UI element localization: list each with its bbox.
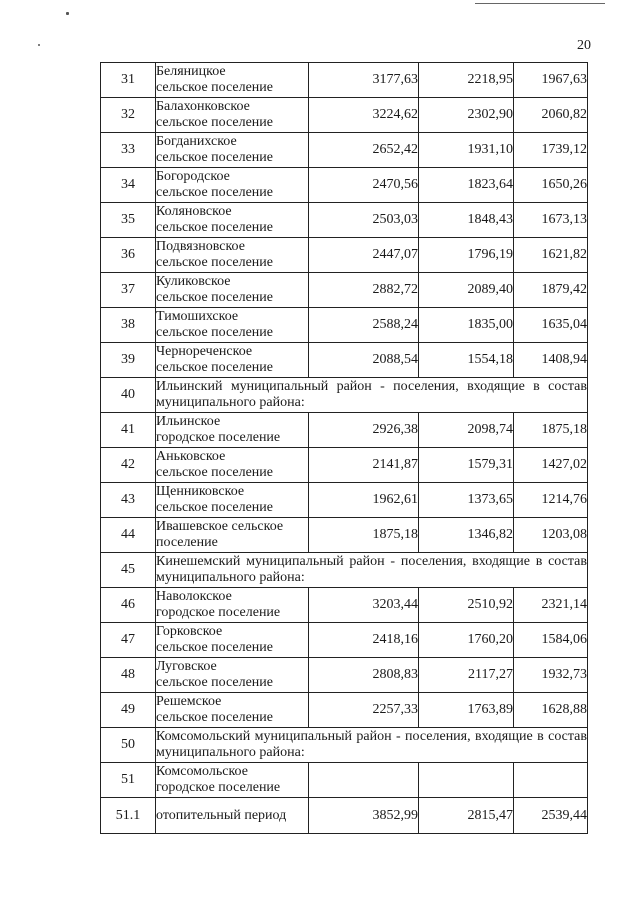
table-row [101, 238, 588, 273]
row-number: 41 [101, 413, 156, 448]
value-col-2: 1760,20 [419, 623, 514, 658]
value-col-2: 1796,19 [419, 238, 514, 273]
table-row [101, 588, 588, 623]
value-col-3: 1203,08 [514, 518, 588, 553]
value-col-1: 2447,07 [309, 238, 419, 273]
value-col-1: 2882,72 [309, 273, 419, 308]
table-row [101, 98, 588, 133]
settlement-name-line1: Решемское [156, 694, 222, 709]
settlement-name-line1: Щенниковское [156, 484, 245, 499]
table-row [101, 203, 588, 238]
row-number: 36 [101, 238, 156, 273]
settlement-name-line2: сельское поселение [156, 115, 273, 130]
settlement-name [156, 98, 309, 133]
table-row [101, 483, 588, 518]
row-number: 39 [101, 343, 156, 378]
settlement-name [156, 518, 309, 553]
value-col-2: 2510,92 [419, 588, 514, 623]
settlement-name-line1: Чернореченское [156, 344, 253, 359]
row-number: 38 [101, 308, 156, 343]
value-col-3: 1967,63 [514, 63, 588, 98]
settlement-name-line1: Ильинское [156, 414, 221, 429]
settlement-name [156, 448, 309, 483]
row-number: 50 [101, 728, 156, 763]
settlement-name [156, 273, 309, 308]
settlement-name [156, 63, 309, 98]
settlement-name-line2: сельское поселение [156, 290, 273, 305]
settlement-name-line1: Богородское [156, 169, 230, 184]
value-col-2: 2815,47 [419, 798, 514, 834]
table-row [101, 518, 588, 553]
table-row [101, 553, 588, 588]
value-col-2: 1931,10 [419, 133, 514, 168]
value-col-2: 1835,00 [419, 308, 514, 343]
settlement-name [156, 798, 309, 834]
value-col-3: 2321,14 [514, 588, 588, 623]
settlement-name-line1: Балахонковское [156, 99, 250, 114]
value-col-3: 1875,18 [514, 413, 588, 448]
table-row [101, 133, 588, 168]
row-number: 35 [101, 203, 156, 238]
value-col-2: 1373,65 [419, 483, 514, 518]
value-col-3: 1621,82 [514, 238, 588, 273]
row-number: 37 [101, 273, 156, 308]
settlement-name-line1: отопительный период [156, 807, 287, 823]
tariff-table [100, 62, 588, 834]
settlement-name-line1: Наволокское [156, 589, 232, 604]
value-col-1: 2088,54 [309, 343, 419, 378]
value-col-1: 2808,83 [309, 658, 419, 693]
settlement-name-line1: Беляницкое [156, 64, 226, 79]
settlement-name-line2: сельское поселение [156, 675, 273, 690]
table-row [101, 448, 588, 483]
table-row [101, 728, 588, 763]
settlement-name [156, 343, 309, 378]
row-number: 51.1 [101, 798, 156, 834]
settlement-name-line2: сельское поселение [156, 500, 273, 515]
settlement-name [156, 623, 309, 658]
table-row [101, 658, 588, 693]
settlement-name-line2: сельское поселение [156, 710, 273, 725]
settlement-name-line2: сельское поселение [156, 150, 273, 165]
value-col-3: 1932,73 [514, 658, 588, 693]
settlement-name-line2: сельское поселение [156, 360, 273, 375]
value-col-2: 2117,27 [419, 658, 514, 693]
settlement-name [156, 483, 309, 518]
value-col-1: 2470,56 [309, 168, 419, 203]
settlement-name-line2: сельское поселение [156, 255, 273, 270]
table-row [101, 763, 588, 798]
value-col-3: 1739,12 [514, 133, 588, 168]
settlement-name [156, 203, 309, 238]
row-number: 49 [101, 693, 156, 728]
value-col-1: 3203,44 [309, 588, 419, 623]
settlement-name-line1: Аньковское [156, 449, 226, 464]
scan-speck [38, 44, 40, 46]
value-col-3 [514, 763, 588, 798]
value-col-3: 1427,02 [514, 448, 588, 483]
value-col-2: 2098,74 [419, 413, 514, 448]
table-row [101, 273, 588, 308]
value-col-3: 1584,06 [514, 623, 588, 658]
value-col-1: 1875,18 [309, 518, 419, 553]
row-number: 51 [101, 763, 156, 798]
value-col-1 [309, 763, 419, 798]
value-col-2: 2302,90 [419, 98, 514, 133]
settlement-name-line2: сельское поселение [156, 220, 273, 235]
settlement-name-line1: Богданихское [156, 134, 237, 149]
value-col-2 [419, 763, 514, 798]
value-col-3: 1673,13 [514, 203, 588, 238]
top-rule [475, 3, 605, 4]
settlement-name-line2: сельское поселение [156, 325, 273, 340]
value-col-1: 2141,87 [309, 448, 419, 483]
value-col-1: 3177,63 [309, 63, 419, 98]
value-col-1: 3224,62 [309, 98, 419, 133]
settlement-name-line1: Луговское [156, 659, 217, 674]
settlement-name [156, 658, 309, 693]
settlement-name-line2: городское поселение [156, 780, 281, 795]
row-number: 43 [101, 483, 156, 518]
scan-speck [66, 12, 69, 15]
value-col-2: 1848,43 [419, 203, 514, 238]
settlement-name-line2: сельское поселение [156, 185, 273, 200]
table-body [101, 63, 588, 834]
row-number: 48 [101, 658, 156, 693]
value-col-1: 2503,03 [309, 203, 419, 238]
value-col-2: 1554,18 [419, 343, 514, 378]
value-col-2: 1763,89 [419, 693, 514, 728]
value-col-1: 2926,38 [309, 413, 419, 448]
table-row [101, 378, 588, 413]
page-number: 20 [577, 38, 591, 53]
settlement-name [156, 763, 309, 798]
value-col-2: 2089,40 [419, 273, 514, 308]
value-col-3: 1628,88 [514, 693, 588, 728]
value-col-2: 1823,64 [419, 168, 514, 203]
table-row [101, 343, 588, 378]
table-row [101, 693, 588, 728]
settlement-name-line1: Куликовское [156, 274, 231, 289]
row-number: 47 [101, 623, 156, 658]
settlement-name-line2: городское поселение [156, 605, 281, 620]
row-number: 34 [101, 168, 156, 203]
table-row [101, 413, 588, 448]
settlement-name [156, 133, 309, 168]
settlement-name-line1: Тимошихское [156, 309, 239, 324]
value-col-1: 3852,99 [309, 798, 419, 834]
value-col-2: 2218,95 [419, 63, 514, 98]
settlement-name [156, 588, 309, 623]
settlement-name-line1: Подвязновское [156, 239, 245, 254]
settlement-name [156, 238, 309, 273]
settlement-name-line1: Комсомольское [156, 764, 248, 779]
value-col-1: 2652,42 [309, 133, 419, 168]
settlement-name [156, 413, 309, 448]
value-col-3: 1635,04 [514, 308, 588, 343]
value-col-3: 1214,76 [514, 483, 588, 518]
table-row [101, 63, 588, 98]
settlement-name [156, 168, 309, 203]
row-number: 32 [101, 98, 156, 133]
settlement-name-line2: сельское поселение [156, 465, 273, 480]
settlement-name-line1: Ивашевское сельское [156, 519, 284, 534]
settlement-name [156, 308, 309, 343]
settlement-name-line2: поселение [156, 535, 218, 550]
district-header: Комсомольский муниципальный район - поселения, входящие в состав муниципального района: [156, 728, 588, 763]
value-col-1: 2418,16 [309, 623, 419, 658]
value-col-1: 2588,24 [309, 308, 419, 343]
value-col-3: 2060,82 [514, 98, 588, 133]
table-row [101, 798, 588, 834]
settlement-name [156, 693, 309, 728]
table-row [101, 308, 588, 343]
value-col-2: 1346,82 [419, 518, 514, 553]
value-col-3: 1408,94 [514, 343, 588, 378]
row-number: 46 [101, 588, 156, 623]
settlement-name-line1: Горковское [156, 624, 223, 639]
table-row [101, 168, 588, 203]
table-row [101, 623, 588, 658]
settlement-name-line2: городское поселение [156, 430, 281, 445]
settlement-name-line2: сельское поселение [156, 640, 273, 655]
value-col-3: 2539,44 [514, 798, 588, 834]
district-header: Кинешемский муниципальный район - поселения, входящие в состав муниципального района: [156, 553, 588, 588]
row-number: 31 [101, 63, 156, 98]
value-col-3: 1879,42 [514, 273, 588, 308]
value-col-3: 1650,26 [514, 168, 588, 203]
row-number: 42 [101, 448, 156, 483]
row-number: 33 [101, 133, 156, 168]
value-col-2: 1579,31 [419, 448, 514, 483]
row-number: 45 [101, 553, 156, 588]
settlement-name-line2: сельское поселение [156, 80, 273, 95]
row-number: 44 [101, 518, 156, 553]
settlement-name-line1: Коляновское [156, 204, 232, 219]
value-col-1: 1962,61 [309, 483, 419, 518]
row-number: 40 [101, 378, 156, 413]
district-header: Ильинский муниципальный район - поселения, входящие в состав муниципального района: [156, 378, 588, 413]
value-col-1: 2257,33 [309, 693, 419, 728]
